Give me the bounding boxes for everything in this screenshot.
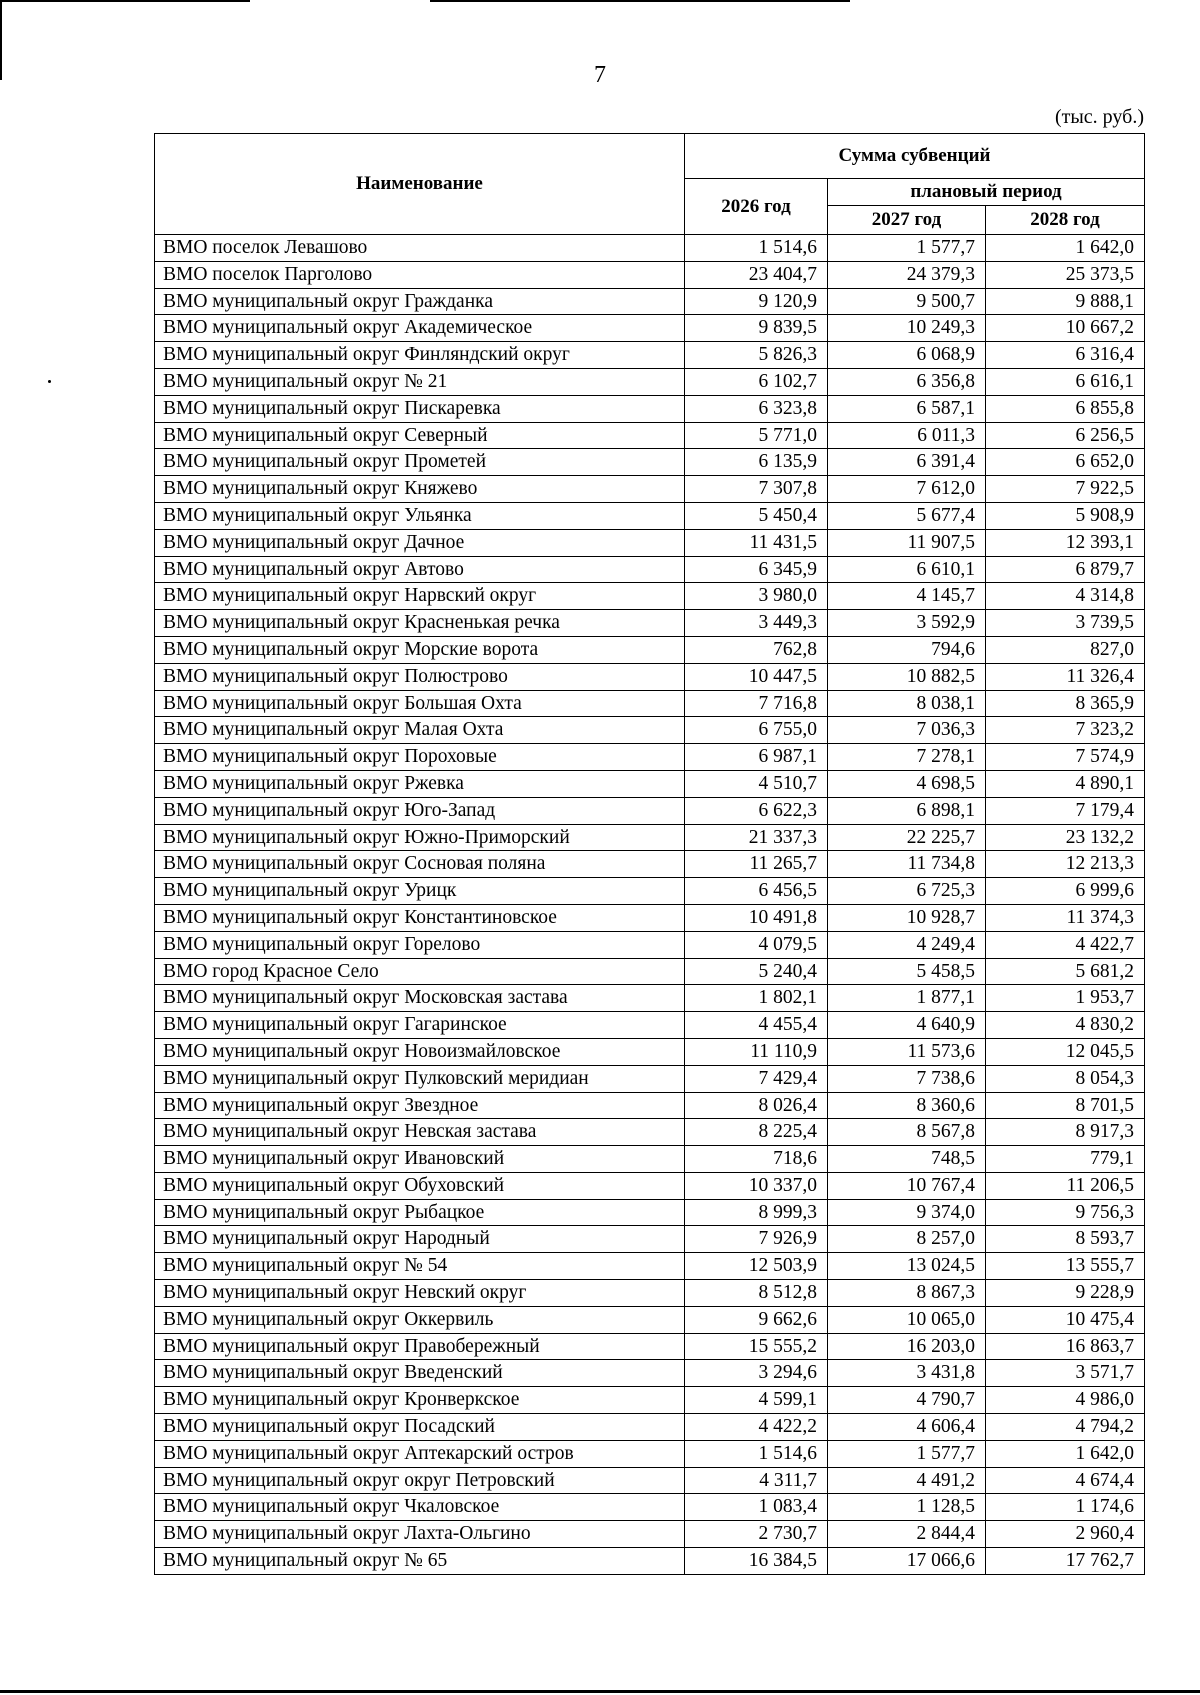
- cell-name: ВМО муниципальный округ Ульянка: [155, 502, 685, 529]
- scan-top-line-mid: [430, 0, 850, 2]
- cell-2027: 16 203,0: [828, 1333, 986, 1360]
- cell-name: ВМО муниципальный округ № 54: [155, 1253, 685, 1280]
- cell-name: ВМО муниципальный округ Невская застава: [155, 1119, 685, 1146]
- cell-2026: 6 987,1: [685, 744, 828, 771]
- cell-2027: 6 356,8: [828, 368, 986, 395]
- scan-bottom-line: [0, 1690, 1200, 1693]
- cell-2027: 6 898,1: [828, 797, 986, 824]
- cell-2027: 7 278,1: [828, 744, 986, 771]
- cell-2027: 7 612,0: [828, 476, 986, 503]
- cell-2028: 12 045,5: [986, 1038, 1145, 1065]
- table-row: [155, 1306, 1145, 1333]
- cell-2026: 21 337,3: [685, 824, 828, 851]
- cell-2026: 6 102,7: [685, 368, 828, 395]
- cell-2026: 6 323,8: [685, 395, 828, 422]
- cell-2028: 5 908,9: [986, 502, 1145, 529]
- table-row: [155, 770, 1145, 797]
- cell-2028: 6 316,4: [986, 342, 1145, 369]
- header-year-2028: 2028 год: [986, 206, 1145, 235]
- cell-name: ВМО муниципальный округ Академическое: [155, 315, 685, 342]
- cell-2028: 7 574,9: [986, 744, 1145, 771]
- cell-2028: 4 986,0: [986, 1387, 1145, 1414]
- cell-name: ВМО муниципальный округ Северный: [155, 422, 685, 449]
- cell-name: ВМО муниципальный округ Пискаревка: [155, 395, 685, 422]
- cell-name: ВМО муниципальный округ Гражданка: [155, 288, 685, 315]
- cell-2026: 11 265,7: [685, 851, 828, 878]
- cell-2027: 6 068,9: [828, 342, 986, 369]
- cell-name: ВМО муниципальный округ Морские ворота: [155, 636, 685, 663]
- cell-name: ВМО муниципальный округ Большая Охта: [155, 690, 685, 717]
- cell-2027: 10 767,4: [828, 1172, 986, 1199]
- cell-2028: 17 762,7: [986, 1548, 1145, 1575]
- table-row: [155, 1092, 1145, 1119]
- cell-2026: 10 491,8: [685, 904, 828, 931]
- cell-2028: 5 681,2: [986, 958, 1145, 985]
- cell-2027: 1 128,5: [828, 1494, 986, 1521]
- table-row: [155, 744, 1145, 771]
- cell-name: ВМО муниципальный округ Южно-Приморский: [155, 824, 685, 851]
- cell-2028: 827,0: [986, 636, 1145, 663]
- table-row: [155, 315, 1145, 342]
- cell-2026: 4 422,2: [685, 1414, 828, 1441]
- cell-2028: 4 890,1: [986, 770, 1145, 797]
- cell-2026: 8 225,4: [685, 1119, 828, 1146]
- cell-name: ВМО муниципальный округ Урицк: [155, 878, 685, 905]
- cell-2026: 11 431,5: [685, 529, 828, 556]
- cell-2026: 5 826,3: [685, 342, 828, 369]
- cell-2026: 5 240,4: [685, 958, 828, 985]
- cell-2026: 4 455,4: [685, 1012, 828, 1039]
- cell-2026: 6 622,3: [685, 797, 828, 824]
- subvention-table: [154, 133, 1145, 1575]
- cell-2027: 11 573,6: [828, 1038, 986, 1065]
- cell-2028: 9 888,1: [986, 288, 1145, 315]
- table-row: [155, 1172, 1145, 1199]
- cell-2026: 4 510,7: [685, 770, 828, 797]
- cell-2028: 8 593,7: [986, 1226, 1145, 1253]
- cell-2027: 8 038,1: [828, 690, 986, 717]
- cell-2026: 9 839,5: [685, 315, 828, 342]
- cell-2027: 9 500,7: [828, 288, 986, 315]
- table-row: [155, 1360, 1145, 1387]
- cell-2028: 1 642,0: [986, 1440, 1145, 1467]
- cell-name: ВМО муниципальный округ Посадский: [155, 1414, 685, 1441]
- cell-2027: 17 066,6: [828, 1548, 986, 1575]
- table-row: [155, 1119, 1145, 1146]
- cell-name: ВМО муниципальный округ Аптекарский остров: [155, 1440, 685, 1467]
- header-year-2026: 2026 год: [685, 179, 828, 235]
- cell-name: ВМО муниципальный округ Юго-Запад: [155, 797, 685, 824]
- table-row: [155, 1521, 1145, 1548]
- cell-2027: 1 577,7: [828, 1440, 986, 1467]
- cell-2028: 9 756,3: [986, 1199, 1145, 1226]
- page-number: 7: [594, 62, 606, 88]
- cell-2027: 6 391,4: [828, 449, 986, 476]
- cell-2026: 1 514,6: [685, 235, 828, 262]
- cell-2026: 8 026,4: [685, 1092, 828, 1119]
- table-row: [155, 1012, 1145, 1039]
- table-row: [155, 342, 1145, 369]
- cell-2027: 24 379,3: [828, 261, 986, 288]
- table-row: [155, 717, 1145, 744]
- cell-2027: 8 360,6: [828, 1092, 986, 1119]
- cell-2027: 5 677,4: [828, 502, 986, 529]
- cell-2026: 3 980,0: [685, 583, 828, 610]
- cell-name: ВМО муниципальный округ № 65: [155, 1548, 685, 1575]
- table-row: [155, 985, 1145, 1012]
- cell-2026: 16 384,5: [685, 1548, 828, 1575]
- cell-2028: 12 393,1: [986, 529, 1145, 556]
- cell-name: ВМО муниципальный округ Нарвский округ: [155, 583, 685, 610]
- table-row: [155, 610, 1145, 637]
- cell-2028: 3 571,7: [986, 1360, 1145, 1387]
- cell-name: ВМО муниципальный округ Горелово: [155, 931, 685, 958]
- cell-name: ВМО муниципальный округ Оккервиль: [155, 1306, 685, 1333]
- cell-2026: 1 514,6: [685, 1440, 828, 1467]
- cell-2027: 22 225,7: [828, 824, 986, 851]
- table-row: [155, 288, 1145, 315]
- table-row: [155, 261, 1145, 288]
- cell-2028: 3 739,5: [986, 610, 1145, 637]
- cell-2028: 23 132,2: [986, 824, 1145, 851]
- cell-2026: 762,8: [685, 636, 828, 663]
- cell-2027: 3 431,8: [828, 1360, 986, 1387]
- cell-2026: 9 662,6: [685, 1306, 828, 1333]
- table-row: [155, 1387, 1145, 1414]
- cell-name: ВМО муниципальный округ Финляндский округ: [155, 342, 685, 369]
- cell-2028: 4 674,4: [986, 1467, 1145, 1494]
- cell-name: ВМО муниципальный округ Обуховский: [155, 1172, 685, 1199]
- cell-2028: 13 555,7: [986, 1253, 1145, 1280]
- cell-2026: 7 926,9: [685, 1226, 828, 1253]
- cell-2027: 748,5: [828, 1146, 986, 1173]
- table-row: [155, 449, 1145, 476]
- cell-2027: 11 907,5: [828, 529, 986, 556]
- table-row: [155, 824, 1145, 851]
- scan-top-line-left: [0, 0, 250, 2]
- table-row: [155, 422, 1145, 449]
- cell-2028: 12 213,3: [986, 851, 1145, 878]
- table-row: [155, 1333, 1145, 1360]
- cell-2028: 9 228,9: [986, 1280, 1145, 1307]
- cell-2028: 7 922,5: [986, 476, 1145, 503]
- header-name: Наименование: [155, 134, 685, 235]
- cell-2028: 8 917,3: [986, 1119, 1145, 1146]
- scan-speck: [48, 380, 51, 383]
- table-row: [155, 1253, 1145, 1280]
- table-row: [155, 502, 1145, 529]
- cell-2026: 2 730,7: [685, 1521, 828, 1548]
- cell-name: ВМО муниципальный округ Ржевка: [155, 770, 685, 797]
- cell-2028: 4 830,2: [986, 1012, 1145, 1039]
- cell-2028: 11 374,3: [986, 904, 1145, 931]
- cell-2028: 10 475,4: [986, 1306, 1145, 1333]
- table-row: [155, 663, 1145, 690]
- cell-2027: 4 640,9: [828, 1012, 986, 1039]
- table-row: [155, 1199, 1145, 1226]
- cell-name: ВМО муниципальный округ Введенский: [155, 1360, 685, 1387]
- cell-2028: 6 999,6: [986, 878, 1145, 905]
- cell-2028: 6 855,8: [986, 395, 1145, 422]
- cell-name: ВМО муниципальный округ Сосновая поляна: [155, 851, 685, 878]
- cell-2026: 3 294,6: [685, 1360, 828, 1387]
- cell-2028: 1 174,6: [986, 1494, 1145, 1521]
- cell-2028: 4 794,2: [986, 1414, 1145, 1441]
- cell-2028: 6 652,0: [986, 449, 1145, 476]
- table-row: [155, 1494, 1145, 1521]
- cell-2027: 10 065,0: [828, 1306, 986, 1333]
- cell-2026: 6 135,9: [685, 449, 828, 476]
- cell-2026: 4 079,5: [685, 931, 828, 958]
- cell-name: ВМО муниципальный округ Малая Охта: [155, 717, 685, 744]
- cell-2028: 25 373,5: [986, 261, 1145, 288]
- cell-2028: 1 642,0: [986, 235, 1145, 262]
- cell-2027: 8 867,3: [828, 1280, 986, 1307]
- cell-2026: 23 404,7: [685, 261, 828, 288]
- cell-2027: 4 145,7: [828, 583, 986, 610]
- cell-name: ВМО город Красное Село: [155, 958, 685, 985]
- cell-2027: 4 491,2: [828, 1467, 986, 1494]
- cell-2027: 4 698,5: [828, 770, 986, 797]
- cell-2026: 7 429,4: [685, 1065, 828, 1092]
- cell-name: ВМО муниципальный округ Московская застава: [155, 985, 685, 1012]
- cell-2028: 4 422,7: [986, 931, 1145, 958]
- cell-name: ВМО муниципальный округ Лахта-Ольгино: [155, 1521, 685, 1548]
- cell-2028: 11 326,4: [986, 663, 1145, 690]
- cell-2027: 8 567,8: [828, 1119, 986, 1146]
- table-row: [155, 1065, 1145, 1092]
- cell-2026: 10 337,0: [685, 1172, 828, 1199]
- cell-2026: 3 449,3: [685, 610, 828, 637]
- cell-name: ВМО муниципальный округ Правобережный: [155, 1333, 685, 1360]
- cell-2027: 2 844,4: [828, 1521, 986, 1548]
- cell-2026: 1 802,1: [685, 985, 828, 1012]
- table-row: [155, 1226, 1145, 1253]
- cell-2026: 6 345,9: [685, 556, 828, 583]
- table-header: [155, 134, 1145, 235]
- cell-name: ВМО поселок Парголово: [155, 261, 685, 288]
- table-body: [155, 235, 1145, 1575]
- cell-name: ВМО муниципальный округ Автово: [155, 556, 685, 583]
- cell-name: ВМО муниципальный округ Новоизмайловское: [155, 1038, 685, 1065]
- cell-2028: 6 879,7: [986, 556, 1145, 583]
- cell-name: ВМО муниципальный округ Полюстрово: [155, 663, 685, 690]
- cell-name: ВМО муниципальный округ Княжево: [155, 476, 685, 503]
- cell-2026: 1 083,4: [685, 1494, 828, 1521]
- cell-2026: 5 771,0: [685, 422, 828, 449]
- cell-2026: 7 307,8: [685, 476, 828, 503]
- cell-2026: 4 311,7: [685, 1467, 828, 1494]
- cell-2026: 4 599,1: [685, 1387, 828, 1414]
- cell-2028: 1 953,7: [986, 985, 1145, 1012]
- cell-2028: 6 616,1: [986, 368, 1145, 395]
- cell-2027: 6 610,1: [828, 556, 986, 583]
- table-row: [155, 931, 1145, 958]
- table-row: [155, 529, 1145, 556]
- cell-2027: 7 036,3: [828, 717, 986, 744]
- cell-name: ВМО муниципальный округ Константиновское: [155, 904, 685, 931]
- cell-2028: 2 960,4: [986, 1521, 1145, 1548]
- cell-name: ВМО муниципальный округ Звездное: [155, 1092, 685, 1119]
- cell-2027: 6 011,3: [828, 422, 986, 449]
- cell-2027: 3 592,9: [828, 610, 986, 637]
- table-row: [155, 395, 1145, 422]
- cell-2028: 779,1: [986, 1146, 1145, 1173]
- table-row: [155, 1440, 1145, 1467]
- table-row: [155, 904, 1145, 931]
- table-row: [155, 368, 1145, 395]
- table-row: [155, 235, 1145, 262]
- cell-2027: 1 577,7: [828, 235, 986, 262]
- cell-name: ВМО муниципальный округ Пороховые: [155, 744, 685, 771]
- table-row: [155, 958, 1145, 985]
- cell-2026: 10 447,5: [685, 663, 828, 690]
- table-row: [155, 1548, 1145, 1575]
- cell-2027: 8 257,0: [828, 1226, 986, 1253]
- cell-2027: 4 249,4: [828, 931, 986, 958]
- table-row: [155, 797, 1145, 824]
- cell-2028: 4 314,8: [986, 583, 1145, 610]
- cell-name: ВМО поселок Левашово: [155, 235, 685, 262]
- cell-2026: 12 503,9: [685, 1253, 828, 1280]
- cell-2028: 7 179,4: [986, 797, 1145, 824]
- cell-name: ВМО муниципальный округ Рыбацкое: [155, 1199, 685, 1226]
- cell-2027: 11 734,8: [828, 851, 986, 878]
- cell-2027: 7 738,6: [828, 1065, 986, 1092]
- cell-name: ВМО муниципальный округ Прометей: [155, 449, 685, 476]
- cell-2026: 11 110,9: [685, 1038, 828, 1065]
- cell-2027: 1 877,1: [828, 985, 986, 1012]
- cell-2026: 8 512,8: [685, 1280, 828, 1307]
- cell-name: ВМО муниципальный округ Ивановский: [155, 1146, 685, 1173]
- cell-name: ВМО муниципальный округ Народный: [155, 1226, 685, 1253]
- table-row: [155, 556, 1145, 583]
- table-row: [155, 636, 1145, 663]
- cell-2027: 10 928,7: [828, 904, 986, 931]
- cell-2027: 794,6: [828, 636, 986, 663]
- cell-2026: 5 450,4: [685, 502, 828, 529]
- cell-2027: 4 606,4: [828, 1414, 986, 1441]
- cell-name: ВМО муниципальный округ Пулковский меридиан: [155, 1065, 685, 1092]
- cell-2026: 6 456,5: [685, 878, 828, 905]
- cell-2027: 10 882,5: [828, 663, 986, 690]
- header-plan-period: плановый период: [828, 179, 1145, 206]
- header-year-2027: 2027 год: [828, 206, 986, 235]
- cell-name: ВМО муниципальный округ Чкаловское: [155, 1494, 685, 1521]
- table-row: [155, 878, 1145, 905]
- cell-2028: 10 667,2: [986, 315, 1145, 342]
- table-row: [155, 1146, 1145, 1173]
- cell-name: ВМО муниципальный округ Гагаринское: [155, 1012, 685, 1039]
- cell-2028: 8 365,9: [986, 690, 1145, 717]
- cell-2026: 9 120,9: [685, 288, 828, 315]
- table-row: [155, 583, 1145, 610]
- cell-2027: 4 790,7: [828, 1387, 986, 1414]
- cell-2028: 8 054,3: [986, 1065, 1145, 1092]
- cell-2027: 6 587,1: [828, 395, 986, 422]
- cell-2027: 5 458,5: [828, 958, 986, 985]
- cell-2027: 9 374,0: [828, 1199, 986, 1226]
- header-sum: Сумма субвенций: [685, 134, 1145, 179]
- table-row: [155, 1467, 1145, 1494]
- cell-2027: 10 249,3: [828, 315, 986, 342]
- table-row: [155, 1280, 1145, 1307]
- cell-2028: 6 256,5: [986, 422, 1145, 449]
- cell-2028: 16 863,7: [986, 1333, 1145, 1360]
- cell-2028: 7 323,2: [986, 717, 1145, 744]
- cell-2027: 13 024,5: [828, 1253, 986, 1280]
- units-label: (тыс. руб.): [1054, 106, 1144, 128]
- cell-2028: 11 206,5: [986, 1172, 1145, 1199]
- cell-2027: 6 725,3: [828, 878, 986, 905]
- cell-2028: 8 701,5: [986, 1092, 1145, 1119]
- cell-name: ВМО муниципальный округ округ Петровский: [155, 1467, 685, 1494]
- cell-2026: 7 716,8: [685, 690, 828, 717]
- cell-2026: 718,6: [685, 1146, 828, 1173]
- cell-2026: 6 755,0: [685, 717, 828, 744]
- cell-2026: 8 999,3: [685, 1199, 828, 1226]
- cell-name: ВМО муниципальный округ Невский округ: [155, 1280, 685, 1307]
- cell-2026: 15 555,2: [685, 1333, 828, 1360]
- table-row: [155, 851, 1145, 878]
- cell-name: ВМО муниципальный округ № 21: [155, 368, 685, 395]
- cell-name: ВМО муниципальный округ Красненькая речка: [155, 610, 685, 637]
- table-row: [155, 1414, 1145, 1441]
- table-row: [155, 690, 1145, 717]
- table-row: [155, 1038, 1145, 1065]
- cell-name: ВМО муниципальный округ Кронверкское: [155, 1387, 685, 1414]
- cell-name: ВМО муниципальный округ Дачное: [155, 529, 685, 556]
- table-row: [155, 476, 1145, 503]
